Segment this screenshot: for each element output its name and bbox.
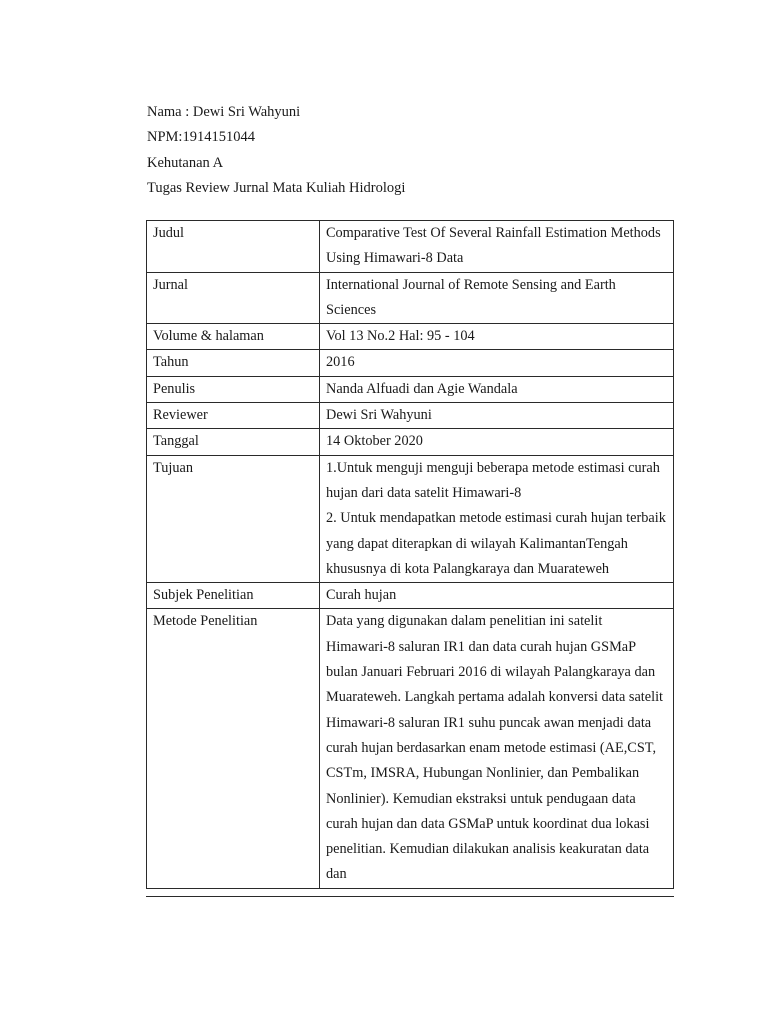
page-cut-mask: [146, 896, 674, 1024]
table-row-tanggal: [147, 429, 674, 455]
row-value-paragraph: 2016: [326, 354, 355, 371]
row-label: Volume & halaman: [147, 324, 320, 350]
table-row-judul: [147, 221, 674, 273]
row-value-paragraph: Comparative Test Of Several Rainfall Estimation Methods Using Himawari-8 Data: [326, 225, 661, 267]
row-value: [320, 455, 674, 582]
table-row-jurnal: [147, 272, 674, 324]
row-value: [320, 609, 674, 888]
row-label: Jurnal: [147, 272, 320, 324]
row-value-paragraph: Data yang digunakan dalam penelitian ini satelit Himawari-8 saluran IR1 dan data curah hujan GSMaP bulan Januari Februari 2016 di wilayah Palangkaraya dan Muarateweh. Langkah pertama adalah konversi data satelit Himawari-8 saluran IR1 suhu puncak awan menjadi data curah hujan berdasarkan enam metode estimasi (AE,CST, CSTm, IMSRA, Hubungan Nonlinier, dan Pembalikan Nonlinier). Kemudian ekstraksi untuk pendugaan data curah hujan dan data GSMaP untuk koordinat dua lokasi penelitian. Kemudian dilakukan analisis keakuratan data dan: [326, 613, 664, 883]
row-value-paragraph: Curah hujan: [326, 587, 397, 604]
row-value: [320, 221, 674, 273]
row-value-paragraph: International Journal of Remote Sensing and Earth Sciences: [326, 276, 616, 318]
table-row-reviewer: [147, 403, 674, 429]
row-label: Tujuan: [147, 455, 320, 582]
row-label: Metode Penelitian: [147, 609, 320, 888]
row-label: Tanggal: [147, 429, 320, 455]
row-value-paragraph: Nanda Alfuadi dan Agie Wandala: [326, 380, 518, 397]
row-label: Judul: [147, 221, 320, 273]
row-value-paragraph: 2. Untuk mendapatkan metode estimasi curah hujan terbaik yang dapat diterapkan di wilayah KalimantanTengah khususnya di kota Palangkaraya dan Muarateweh: [326, 510, 666, 577]
document-header: [147, 100, 405, 201]
row-value-paragraph: 14 Oktober 2020: [326, 433, 423, 450]
table-bottom-border: [146, 896, 674, 897]
row-label: Subjek Penelitian: [147, 583, 320, 609]
row-value: [320, 403, 674, 429]
row-value: [320, 324, 674, 350]
row-value-paragraph: Vol 13 No.2 Hal: 95 - 104: [326, 328, 475, 345]
class-line: Kehutanan A: [147, 154, 224, 171]
table-row-subjek: [147, 583, 674, 609]
row-value: [320, 376, 674, 402]
table-row-tujuan: [147, 455, 674, 582]
row-value: [320, 429, 674, 455]
student-name-line: Nama : Dewi Sri Wahyuni: [147, 104, 301, 120]
row-value: [320, 350, 674, 376]
student-npm-line: NPM:1914151044: [147, 129, 255, 146]
table-row-volume: [147, 324, 674, 350]
row-label: Reviewer: [147, 403, 320, 429]
row-label: Tahun: [147, 350, 320, 376]
review-table: [146, 220, 674, 889]
assignment-title-line: Tugas Review Jurnal Mata Kuliah Hidrologi: [147, 179, 406, 196]
table-row-penulis: [147, 376, 674, 402]
table-row-tahun: [147, 350, 674, 376]
row-value-paragraph: 1.Untuk menguji menguji beberapa metode estimasi curah hujan dari data satelit Himawari-8: [326, 459, 660, 501]
row-value: [320, 272, 674, 324]
row-value: [320, 583, 674, 609]
row-label: Penulis: [147, 376, 320, 402]
row-value-paragraph: Dewi Sri Wahyuni: [326, 407, 432, 424]
table-row-metode: [147, 609, 674, 888]
